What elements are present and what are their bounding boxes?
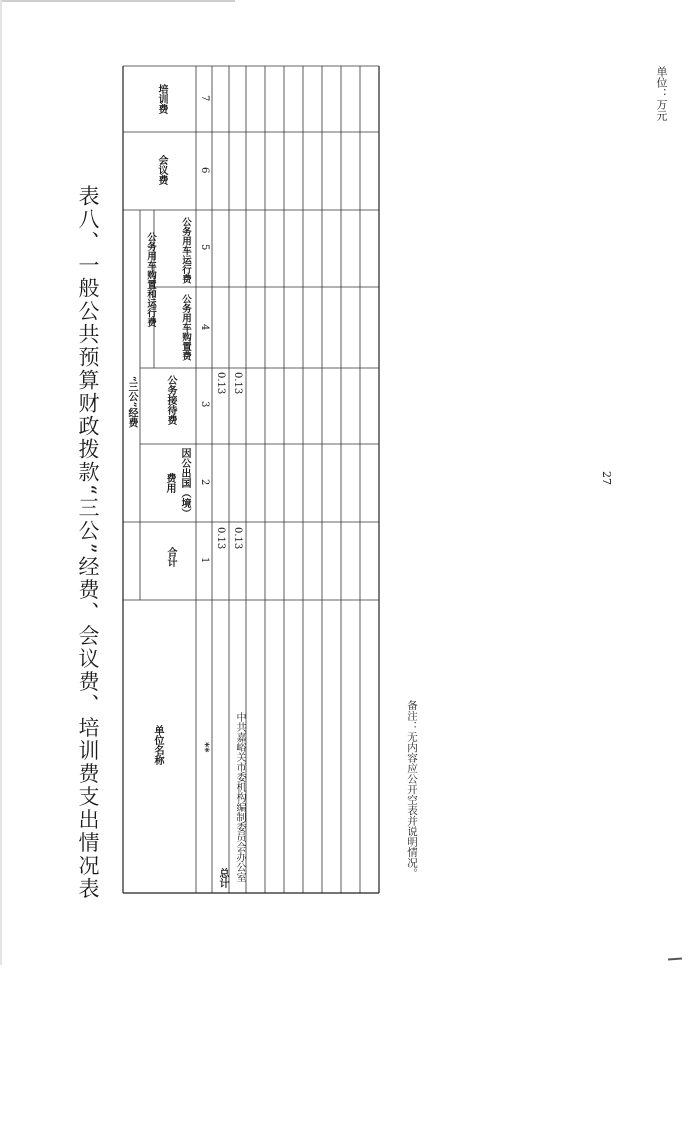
header-unit-name: 单位名称 bbox=[152, 725, 163, 765]
table-row-unit-name: 中共嘉峪关市委机构编制委员会办公室 bbox=[234, 712, 245, 882]
header-vehicle-group: 公务用车购置和运行费 bbox=[145, 232, 156, 327]
unit-label: 单位：万元 bbox=[655, 66, 668, 121]
header-reception: 公务接待费 bbox=[165, 375, 176, 425]
column-number-7: 7 bbox=[199, 95, 210, 102]
page-number: 27 bbox=[600, 471, 613, 485]
column-number-5: 5 bbox=[199, 244, 210, 251]
page-title: 表八、一般公共预算财政拨款“三公”经费、会议费、培训费支出情况表 bbox=[76, 185, 100, 901]
table-row-unit-total: 0.13 bbox=[232, 527, 243, 550]
column-number-4: 4 bbox=[199, 324, 210, 331]
column-number-2: 2 bbox=[199, 479, 210, 486]
header-vehicle-operation: 公务用车运行费 bbox=[180, 216, 191, 284]
header-training: 培训费 bbox=[156, 84, 167, 114]
table-row-unit-reception: 0.13 bbox=[232, 372, 243, 395]
table-row-total-name: 总计 bbox=[217, 868, 228, 888]
header-meeting: 会议费 bbox=[156, 155, 167, 185]
header-sangong-group: “三公”经费 bbox=[126, 376, 137, 428]
column-number-6: 6 bbox=[199, 167, 210, 174]
header-vehicle-purchase: 公务用车购置费 bbox=[180, 293, 191, 361]
column-number-1: 1 bbox=[199, 557, 210, 564]
table-row-total-reception: 0.13 bbox=[215, 372, 226, 395]
column-number-3: 3 bbox=[199, 401, 210, 408]
footnote: 备注：无内容应公开空表并说明情况。 bbox=[406, 700, 418, 879]
table-row-total-total: 0.13 bbox=[215, 527, 226, 550]
header-overseas: 因公出国（境）费用 bbox=[164, 448, 190, 518]
header-total: 合计 bbox=[165, 547, 176, 567]
column-number-unit: ** bbox=[199, 742, 210, 753]
